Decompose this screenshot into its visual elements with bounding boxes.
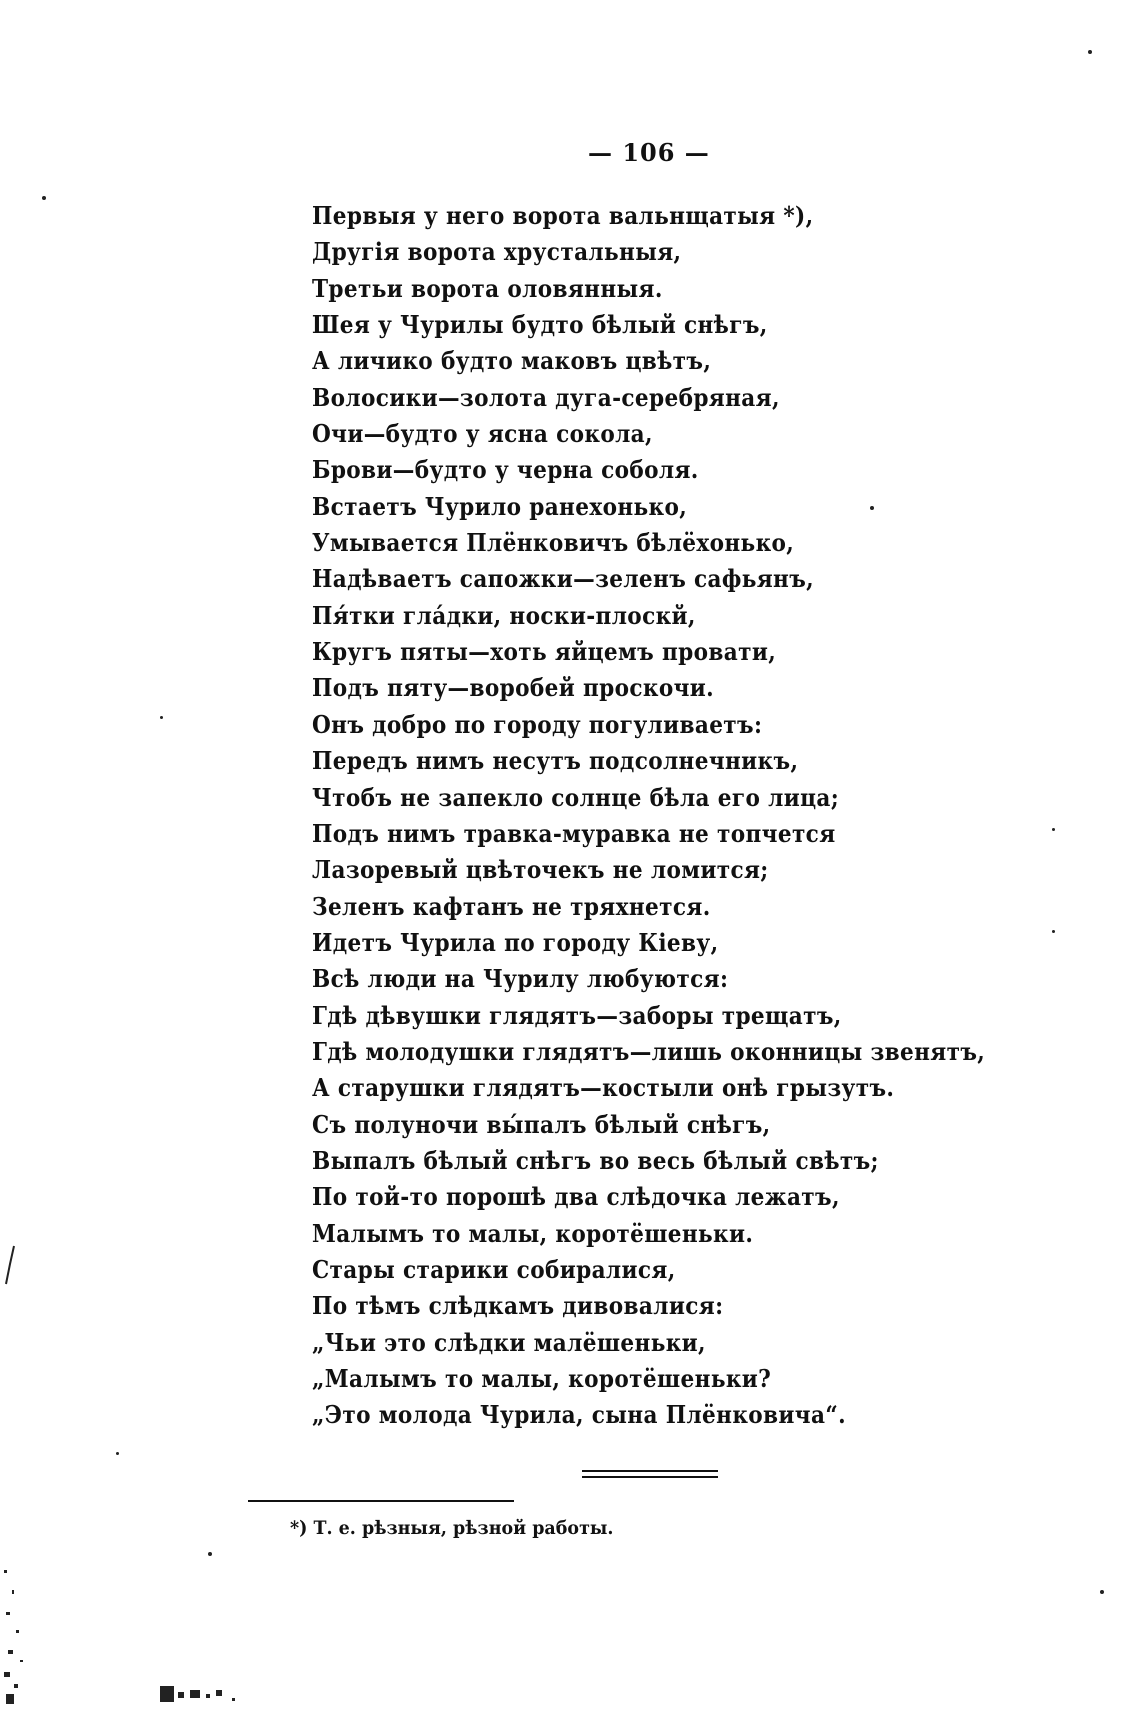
poem-line: По той-то порошѣ два слѣдочка лежатъ, — [312, 1182, 840, 1212]
poem-line: Зеленъ кафтанъ не тряхнется. — [312, 891, 711, 921]
poem-line: Волосики—золота дуга-серебряная, — [312, 382, 780, 412]
scan-speck — [1052, 930, 1055, 933]
footnote-separator — [248, 1500, 514, 1502]
poem-line: А личико будто маковъ цвѣтъ, — [312, 346, 712, 376]
poem-line: Первыя у него ворота вальнщатыя *), — [312, 201, 814, 230]
poem-line: Передъ нимъ несутъ подсолнечникъ, — [312, 746, 799, 776]
poem-line: Чтобъ не запекло солнце бѣла его лица; — [312, 782, 840, 812]
poem-text — [312, 198, 1060, 1434]
scan-edge-noise — [0, 1560, 260, 1711]
poem-line: Встаетъ Чурило ранехонько, — [312, 491, 688, 521]
scan-speck — [208, 1552, 212, 1556]
poem-line: Подъ нимъ травка-муравка не топчется — [312, 818, 836, 848]
poem-line: Очи—будто у ясна сокола, — [312, 419, 653, 449]
poem-line: Выпалъ бѣлый снѣгъ во весь бѣлый свѣтъ; — [312, 1145, 879, 1175]
poem-line: Умывается Плёнковичъ бѣлёхонько, — [312, 528, 795, 558]
poem-line: Гдѣ молодушки глядятъ—лишь оконницы звенятъ, — [312, 1036, 986, 1066]
poem-line: Гдѣ дѣвушки глядятъ—заборы трещатъ, — [312, 1000, 842, 1030]
poem-line: Лазоревый цвѣточекъ не ломится; — [312, 855, 769, 885]
poem-line: По тѣмъ слѣдкамъ дивовалися: — [312, 1291, 724, 1321]
poem-line: Подъ пяту—воробей проскочи. — [312, 673, 715, 703]
scan-speck — [1088, 50, 1092, 54]
poem-line: „Чьи это слѣдки малёшеньки, — [312, 1327, 706, 1357]
scan-speck — [42, 196, 46, 200]
poem-line: Онъ добро по городу погуливаетъ: — [312, 709, 763, 739]
scan-edge-mark — [0, 1240, 30, 1300]
poem-line: Кругъ пяты—хоть яйцемъ провати, — [312, 637, 777, 667]
scan-speck — [160, 716, 163, 719]
poem-line: Шея у Чурилы будто бѣлый снѣгъ, — [312, 310, 768, 340]
scan-speck — [870, 506, 874, 510]
scan-speck — [116, 1452, 119, 1455]
poem-line: Третьи ворота оловянныя. — [312, 273, 663, 303]
poem-line: Идетъ Чурила по городу Кіеву, — [312, 927, 719, 957]
poem-line: Пя́тки гла́дки, носки-плоскй, — [312, 600, 696, 630]
scan-speck — [1100, 1590, 1104, 1594]
poem-line: Стары старики собиралися, — [312, 1254, 676, 1284]
end-double-rule — [582, 1470, 718, 1478]
poem-line: „Малымъ то малы, коротёшеньки? — [312, 1364, 772, 1393]
poem-line: Съ полуночи вы́палъ бѣлый снѣгъ, — [312, 1109, 771, 1139]
poem-line: Надѣваетъ сапожки—зеленъ сафьянъ, — [312, 564, 815, 594]
poem-line: Брови—будто у черна соболя. — [312, 455, 699, 485]
poem-line: Всѣ люди на Чурилу любуются: — [312, 964, 729, 994]
poem-line: „Это молода Чурила, сына Плёнковича“. — [312, 1400, 846, 1430]
page-number: — 106 — — [588, 138, 710, 167]
poem-line: Малымъ то малы, коротёшеньки. — [312, 1218, 754, 1248]
scan-speck — [1052, 828, 1055, 831]
poem-line: А старушки глядятъ—костыли онѣ грызутъ. — [312, 1073, 895, 1103]
poem-line: Другія ворота хрустальныя, — [312, 237, 682, 267]
footnote: *) Т. е. рѣзныя, рѣзной работы. — [290, 1517, 614, 1539]
